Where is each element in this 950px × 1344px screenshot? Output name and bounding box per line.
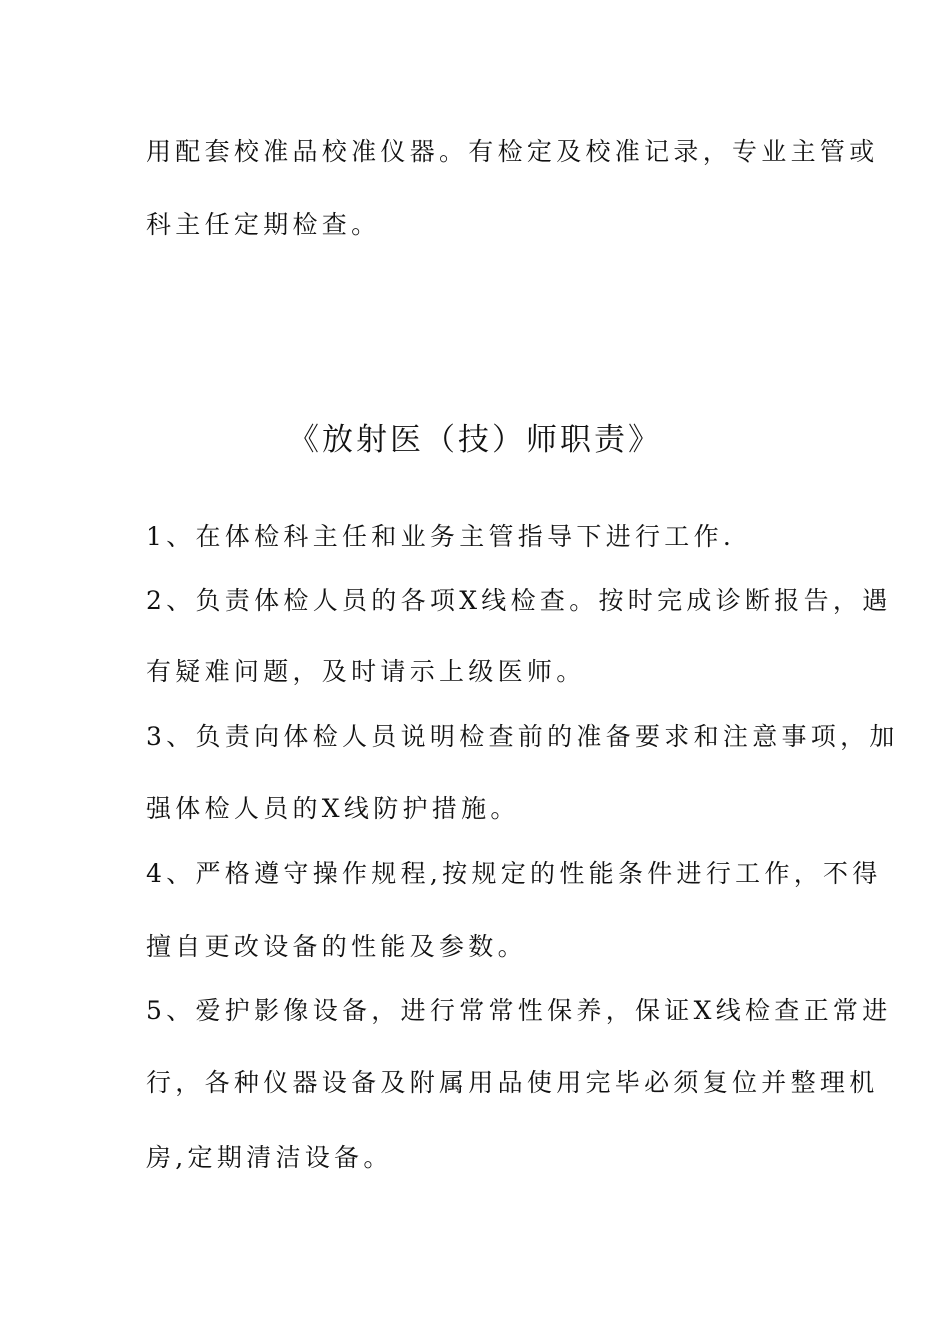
page-title: 《放射医（技）师职责》 xyxy=(288,422,662,458)
duty-item-1-line-1: 1、在体检科主任和业务主管指导下进行工作. xyxy=(146,522,736,551)
duty-item-5-line-3: 房,定期清洁设备。 xyxy=(146,1143,393,1172)
intro-line-2: 科主任定期检查。 xyxy=(146,210,381,239)
intro-line-1: 用配套校准品校准仪器。有检定及校准记录，专业主管或 xyxy=(146,137,879,166)
duty-item-2-line-2: 有疑难问题，及时请示上级医师。 xyxy=(146,657,586,686)
duty-item-3-line-1: 3、负责向体检人员说明检查前的准备要求和注意事项，加 xyxy=(146,722,899,751)
duty-item-2-line-1: 2、负责体检人员的各项X线检查。按时完成诊断报告，遇 xyxy=(146,586,892,615)
duty-item-5-line-1: 5、爱护影像设备，进行常常性保养，保证X线检查正常进 xyxy=(146,996,892,1025)
duty-item-5-line-2: 行，各种仪器设备及附属用品使用完毕必须复位并整理机 xyxy=(146,1068,879,1097)
duty-item-4-line-1: 4、严格遵守操作规程,按规定的性能条件进行工作，不得 xyxy=(146,859,882,888)
duty-item-3-line-2: 强体检人员的X线防护措施。 xyxy=(146,794,520,823)
duty-item-4-line-2: 擅自更改设备的性能及参数。 xyxy=(146,932,527,961)
